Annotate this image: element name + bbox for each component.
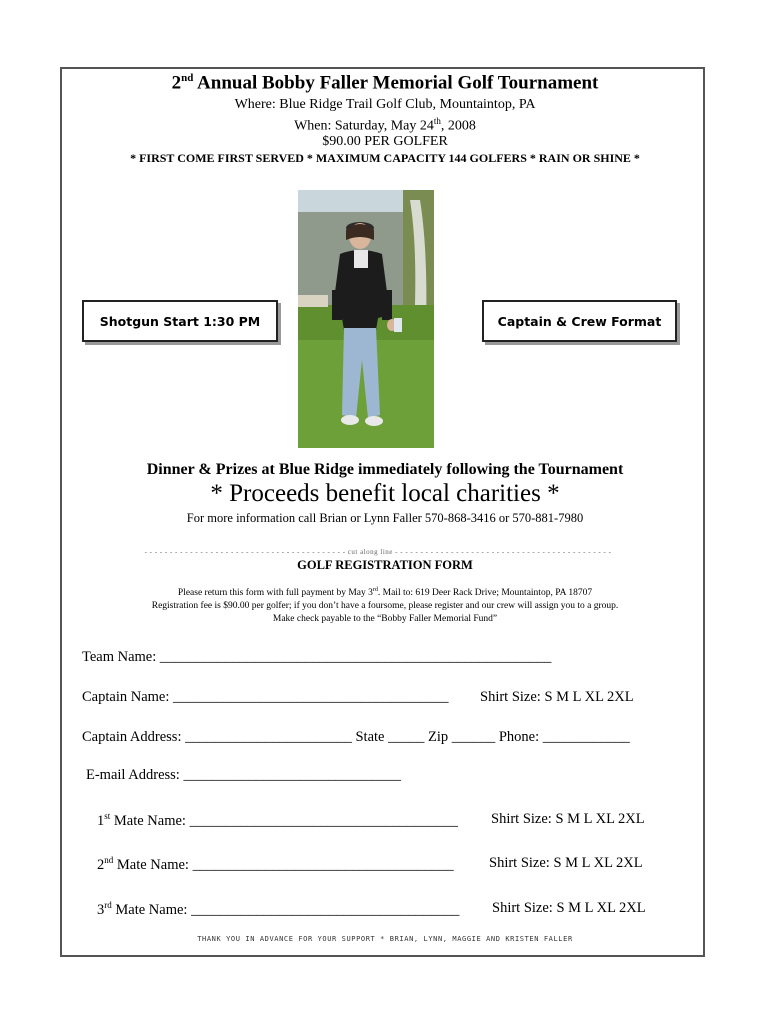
mate2-name-field[interactable]: 2nd Mate Name: ____________________________________ — [97, 855, 454, 873]
memorial-photo — [298, 190, 434, 448]
location-line: Where: Blue Ridge Trail Golf Club, Mountaintop, PA — [234, 97, 536, 112]
team-name-field[interactable]: Team Name: ______________________________________________________ — [82, 649, 552, 665]
return-instructions: Please return this form with full payment by May 3rd. Mail to: 619 Deer Rack Drive; Mountaintop, PA 18707 — [177, 587, 593, 599]
registration-title: GOLF REGISTRATION FORM — [297, 558, 473, 572]
date-line: When: Saturday, May 24th, 2008 — [294, 116, 476, 134]
check-instructions: Make check payable to the “Bobby Faller Memorial Fund” — [272, 614, 498, 624]
captain-shirt-size[interactable]: Shirt Size: S M L XL 2XL — [480, 689, 634, 705]
contact-info: For more information call Brian or Lynn Faller 570-868-3416 or 570-881-7980 — [186, 511, 584, 525]
mate1-name-field[interactable]: 1st Mate Name: _____________________________________ — [97, 811, 458, 829]
mate3-name-field[interactable]: 3rd Mate Name: _____________________________________ — [97, 900, 460, 918]
proceeds-line: * Proceeds benefit local charities * — [210, 480, 560, 507]
price-line: $90.00 PER GOLFER — [322, 134, 448, 149]
dinner-line: Dinner & Prizes at Blue Ridge immediately following the Tournament — [146, 461, 624, 478]
shotgun-start-box: Shotgun Start 1:30 PM — [82, 300, 278, 342]
email-field[interactable]: E-mail Address: ______________________________ — [86, 767, 401, 783]
mate2-shirt-size[interactable]: Shirt Size: S M L XL 2XL — [489, 855, 643, 871]
mate3-shirt-size[interactable]: Shirt Size: S M L XL 2XL — [492, 900, 646, 916]
capacity-notice: * FIRST COME FIRST SERVED * MAXIMUM CAPACITY 144 GOLFERS * RAIN OR SHINE * — [130, 151, 640, 165]
cut-line: - - - - - - - - - - - - - - - - - - - - - - - - - - - - - - - - - - - - - - - - cut along line - - - - - - - - - - - - - - - - - - - - - - - - - - - - - - - - - - - - - - - - - - - — [144, 548, 612, 556]
cut-line-label: cut along line — [347, 548, 393, 556]
format-box: Captain & Crew Format — [482, 300, 677, 342]
captain-address-field[interactable]: Captain Address: _______________________ State _____ Zip ______ Phone: ____________ — [82, 729, 630, 745]
tournament-title: 2nd Annual Bobby Faller Memorial Golf Tournament — [171, 72, 599, 94]
thank-you-footer: THANK YOU IN ADVANCE FOR YOUR SUPPORT * BRIAN, LYNN, MAGGIE AND KRISTEN FALLER — [197, 935, 573, 943]
fee-instructions: Registration fee is $90.00 per golfer; if you don’t have a foursome, please register and our crew will assign you to a group. — [151, 601, 619, 611]
memorial-photo-graphic — [298, 190, 434, 448]
captain-name-field[interactable]: Captain Name: ______________________________________ — [82, 689, 449, 705]
mate1-shirt-size[interactable]: Shirt Size: S M L XL 2XL — [491, 811, 645, 827]
